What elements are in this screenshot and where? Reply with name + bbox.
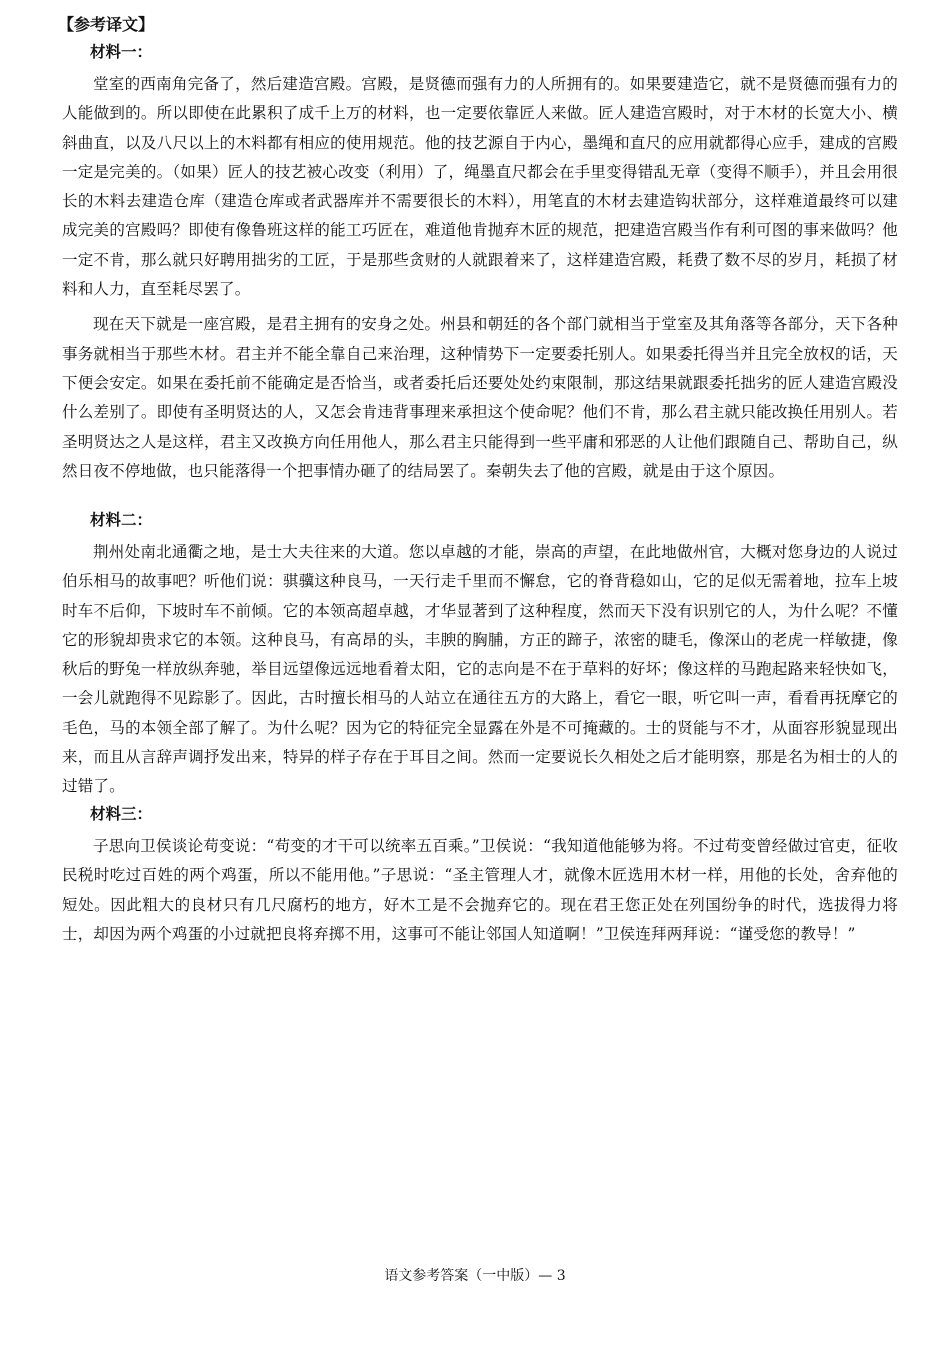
material-one-section: [62, 40, 898, 486]
material-three-title: 材料三：: [90, 805, 153, 823]
material-two-paragraph-1: 荆州处南北通衢之地，是士大夫往来的大道。您以卓越的才能，崇高的声望，在此地做州官，大概对您身边的人说过伯乐相马的故事吧？听他们说：骐骥这种良马，一天行走千里而不懈怠，它的脊背稳如山，它的足似无需着地，拉车上坡时车不后仰，下坡时车不前倾。它的本领高超卓越，才华显著到了这种程度，然而天下没有识别它的人，为什么呢？不懂它的形貌却贵求它的本领。这种良马，有高昂的头，丰腴的胸脯，方正的蹄子，浓密的睫毛，像深山的老虎一样敏捷，像秋后的野兔一样放纵奔驰，举目远望像远远地看着太阳，它的志向是不在于草料的好坏；像这样的马跑起路来轻快如飞，一会儿就跑得不见踪影了。因此，古时擅长相马的人站立在通往五方的大路上，看它一眼，听它叫一声，看看再抚摩它的毛色，马的本领全部了解了。为什么呢？因为它的特征完全显露在外是不可掩藏的。士的贤能与不才，从面容形貌显现出来，而且从言辞声调抒发出来，特异的样子存在于耳目之间。然而一定要说长久相处之后才能明察，那是名为相士的人的过错了。: [62, 543, 898, 796]
material-one-title: 材料一：: [90, 43, 153, 61]
material-one-paragraph-2: 现在天下就是一座宫殿，是君主拥有的安身之处。州县和朝廷的各个部门就相当于堂室及其角落等各部分，天下各种事务就相当于那些木材。君主并不能全靠自己来治理，这种情势下一定要委托别人。如果委托得当并且完全放权的话，天下便会安定。如果在委托前不能确定是否恰当，或者委托后还要处处约束限制，那这结果就跟委托拙劣的匠人建造宫殿没什么差别了。即使有圣明贤达的人，又怎会肯违背事理来承担这个使命呢？他们不肯，那么君主就只能改换任用别人。若圣明贤达之人是这样，君主又改换方向任用他人，那么君主只能得到一些平庸和邪恶的人让他们跟随自己、帮助自己，纵然日夜不停地做，也只能落得一个把事情办砸了的结局罢了。秦朝失去了他的宫殿，就是由于这个原因。: [62, 315, 898, 480]
page-heading: 【参考译文】: [58, 15, 155, 34]
material-three-paragraph-1: 子思向卫侯谈论苟变说：“苟变的才干可以统率五百乘。”卫侯说：“我知道他能够为将。不过苟变曾经做过官吏，征收民税时吃过百姓的两个鸡蛋，所以不能用他。”子思说：“圣主管理人才，就像木匠选用木材一样，用他的长处，舍弃他的短处。因此粗大的良材只有几尺腐朽的地方，好木工是不会抛弃它的。现在君王您正处在列国纷争的时代，选拔得力将士，却因为两个鸡蛋的小过就把良将弃掷不用，这事可不能让邻国人知道啊！”卫侯连拜两拜说：“谨受您的教导！”: [62, 837, 898, 943]
page-footer: 语文参考答案（一中版）— 3: [384, 1268, 566, 1284]
material-two-title: 材料二：: [90, 511, 153, 529]
material-one-paragraph-1: 堂室的西南角完备了，然后建造宫殿。宫殿，是贤德而强有力的人所拥有的。如果要建造它，就不是贤德而强有力的人能做到的。所以即使在此累积了成千上万的材料，也一定要依靠匠人来做。匠人建造宫殿时，对于木材的长宽大小、横斜曲直，以及八尺以上的木料都有相应的使用规范。他的技艺源自于内心，墨绳和直尺的应用就都得心应手，建成的宫殿一定是完美的。（如果）匠人的技艺被心改变（利用）了，绳墨直尺都会在手里变得错乱无章（变得不顺手），并且会用很长的木料去建造仓库（建造仓库或者武器库并不需要很长的木料），用笔直的木材去建造钩状部分，这样难道最终可以建成完美的宫殿吗？即使有像鲁班这样的能工巧匠在，难道他肯抛弃木匠的规范，把建造宫殿当作有利可图的事来做吗？他一定不肯，那么就只好聘用拙劣的工匠，于是那些贪财的人就跟着来了，这样建造宫殿，耗费了数不尽的岁月，耗损了材料和人力，直至耗尽罢了。: [62, 75, 898, 299]
material-three-section: [62, 802, 898, 949]
material-two-section: [62, 508, 898, 802]
